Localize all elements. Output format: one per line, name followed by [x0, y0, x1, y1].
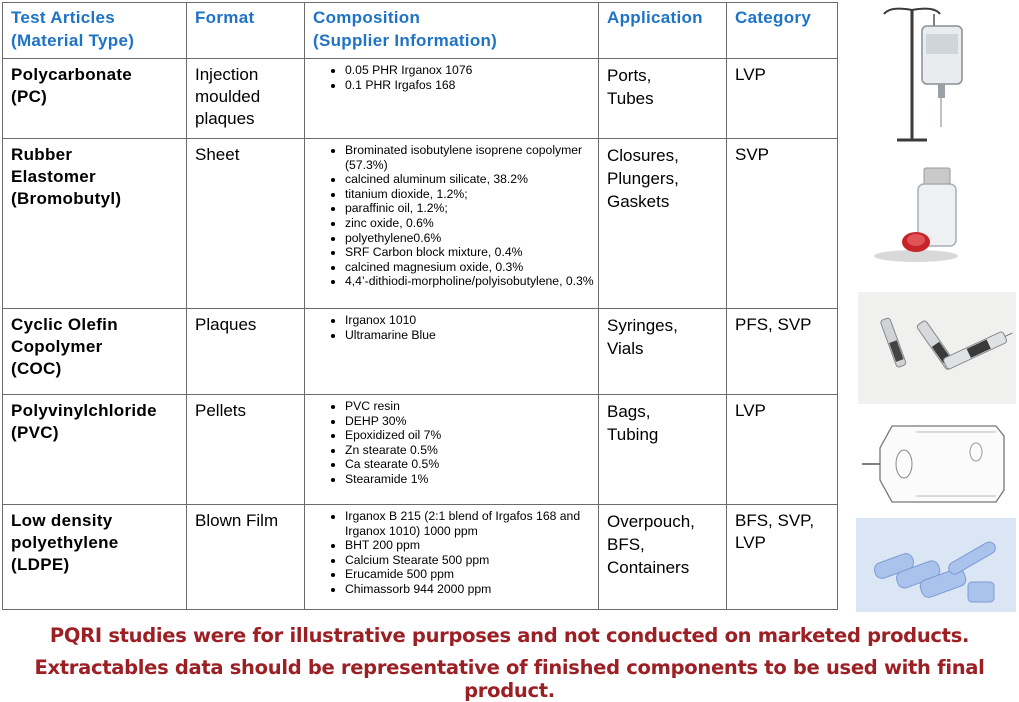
format-line: plaques	[195, 109, 255, 128]
name-line: Cyclic Olefin	[11, 315, 118, 334]
composition-item: • Erucamide 500 ppm	[345, 567, 598, 582]
category-line: LVP	[735, 533, 766, 552]
composition-list	[313, 509, 598, 597]
header-test-articles: Test Articles (Material Type)	[3, 3, 187, 59]
composition-cell	[305, 139, 599, 309]
category-cell	[727, 309, 838, 395]
format-cell	[187, 395, 305, 505]
composition-item: • Irganox B 215 (2:1 blend of Irgafos 168 and Irganox 1010) 1000 ppm	[345, 509, 598, 538]
format-line: Sheet	[195, 145, 240, 164]
composition-item: • 4,4’-dithiodi-morpholine/polyisobutylene, 0.3%	[345, 274, 598, 289]
materials-table	[2, 2, 838, 610]
composition-item: • SRF Carbon block mixture, 0.4%	[345, 245, 598, 260]
format-cell	[187, 309, 305, 395]
category-line: SVP	[735, 145, 770, 164]
composition-list	[313, 399, 598, 487]
pvc-bag-icon	[860, 418, 1010, 508]
application-line: Containers	[607, 558, 690, 577]
name-line: (Bromobutyl)	[11, 189, 122, 208]
composition-item: • 0.1 PHR Irgafos 168	[345, 78, 598, 93]
composition-item: • Calcium Stearate 500 ppm	[345, 553, 598, 568]
format-cell	[187, 505, 305, 610]
name-line: polyethylene	[11, 533, 119, 552]
application-cell	[599, 139, 727, 309]
category-line: LVP	[735, 65, 766, 84]
composition-item: • calcined aluminum silicate, 38.2%	[345, 172, 598, 187]
composition-item: • paraffinic oil, 1.2%;	[345, 201, 598, 216]
material-type-cell	[3, 309, 187, 395]
category-line: PFS, SVP	[735, 315, 812, 334]
name-line: Low density	[11, 511, 113, 530]
footer-line-1: PQRI studies were for illustrative purposes and not conducted on marketed products.	[49, 624, 970, 647]
application-line: Ports,	[607, 66, 652, 85]
table-row	[3, 59, 838, 139]
composition-item: • BHT 200 ppm	[345, 538, 598, 553]
composition-list	[313, 143, 598, 289]
composition-list	[313, 63, 598, 92]
application-line: Syringes,	[607, 316, 678, 335]
composition-cell	[305, 395, 599, 505]
composition-item: • 0.05 PHR Irganox 1076	[345, 63, 598, 78]
header-composition: Composition (Supplier Information)	[305, 3, 599, 59]
syringes-icon	[858, 292, 1016, 404]
category-cell	[727, 59, 838, 139]
category-cell	[727, 139, 838, 309]
composition-cell	[305, 59, 599, 139]
name-line: (PC)	[11, 87, 48, 106]
name-line: (PVC)	[11, 423, 59, 442]
composition-item: • Zn stearate 0.5%	[345, 443, 598, 458]
material-type-cell	[3, 505, 187, 610]
composition-item: • calcined magnesium oxide, 0.3%	[345, 260, 598, 275]
footer-line-2: Extractables data should be representative of finished components to be used with final product.	[34, 656, 985, 702]
format-line: Plaques	[195, 315, 257, 334]
application-line: Gaskets	[607, 192, 670, 211]
table-row	[3, 505, 838, 610]
header-format: Format	[187, 3, 305, 59]
composition-item: • polyethylene0.6%	[345, 231, 598, 246]
application-line: Plungers,	[607, 169, 679, 188]
application-cell	[599, 59, 727, 139]
category-cell	[727, 395, 838, 505]
composition-item: • PVC resin	[345, 399, 598, 414]
application-line: BFS,	[607, 535, 645, 554]
table-row	[3, 139, 838, 309]
application-line: Overpouch,	[607, 512, 695, 531]
name-line: Polyvinylchloride	[11, 401, 157, 420]
category-line: BFS, SVP,	[735, 511, 815, 530]
material-type-cell	[3, 59, 187, 139]
name-line: Elastomer	[11, 167, 96, 186]
application-cell	[599, 395, 727, 505]
iv-bag-on-pole-icon	[862, 2, 982, 142]
header-category: Category	[727, 3, 838, 59]
composition-cell	[305, 309, 599, 395]
format-cell	[187, 139, 305, 309]
name-line: Copolymer	[11, 337, 103, 356]
name-line: (LDPE)	[11, 555, 70, 574]
name-line: (COC)	[11, 359, 62, 378]
material-type-cell	[3, 139, 187, 309]
application-line: Bags,	[607, 402, 651, 421]
format-line: moulded	[195, 87, 261, 106]
application-cell	[599, 309, 727, 395]
composition-item: • zinc oxide, 0.6%	[345, 216, 598, 231]
format-line: Pellets	[195, 401, 247, 420]
composition-item: • Irganox 1010	[345, 313, 598, 328]
application-line: Vials	[607, 339, 644, 358]
composition-cell	[305, 505, 599, 610]
application-line: Closures,	[607, 146, 679, 165]
category-cell	[727, 505, 838, 610]
category-line: LVP	[735, 401, 766, 420]
composition-item: • Stearamide 1%	[345, 472, 598, 487]
composition-list	[313, 313, 598, 342]
vial-icon	[866, 156, 962, 266]
table-row	[3, 309, 838, 395]
application-cell	[599, 505, 727, 610]
header-row	[3, 3, 838, 59]
format-line: Blown Film	[195, 511, 279, 530]
ldpe-containers-icon	[856, 518, 1016, 612]
application-line: Tubing	[607, 425, 659, 444]
table-row	[3, 395, 838, 505]
name-line: Polycarbonate	[11, 65, 133, 84]
format-cell	[187, 59, 305, 139]
composition-item: • Ultramarine Blue	[345, 328, 598, 343]
application-line: Tubes	[607, 89, 654, 108]
composition-item: • DEHP 30%	[345, 414, 598, 429]
material-type-cell	[3, 395, 187, 505]
composition-item: • Epoxidized oil 7%	[345, 428, 598, 443]
composition-item: • Brominated isobutylene isoprene copolymer (57.3%)	[345, 143, 598, 172]
composition-item: • Ca stearate 0.5%	[345, 457, 598, 472]
header-application: Application	[599, 3, 727, 59]
format-line: Injection	[195, 65, 259, 84]
composition-item: • titanium dioxide, 1.2%;	[345, 187, 598, 202]
composition-item: • Chimassorb 944 2000 ppm	[345, 582, 598, 597]
name-line: Rubber	[11, 145, 73, 164]
